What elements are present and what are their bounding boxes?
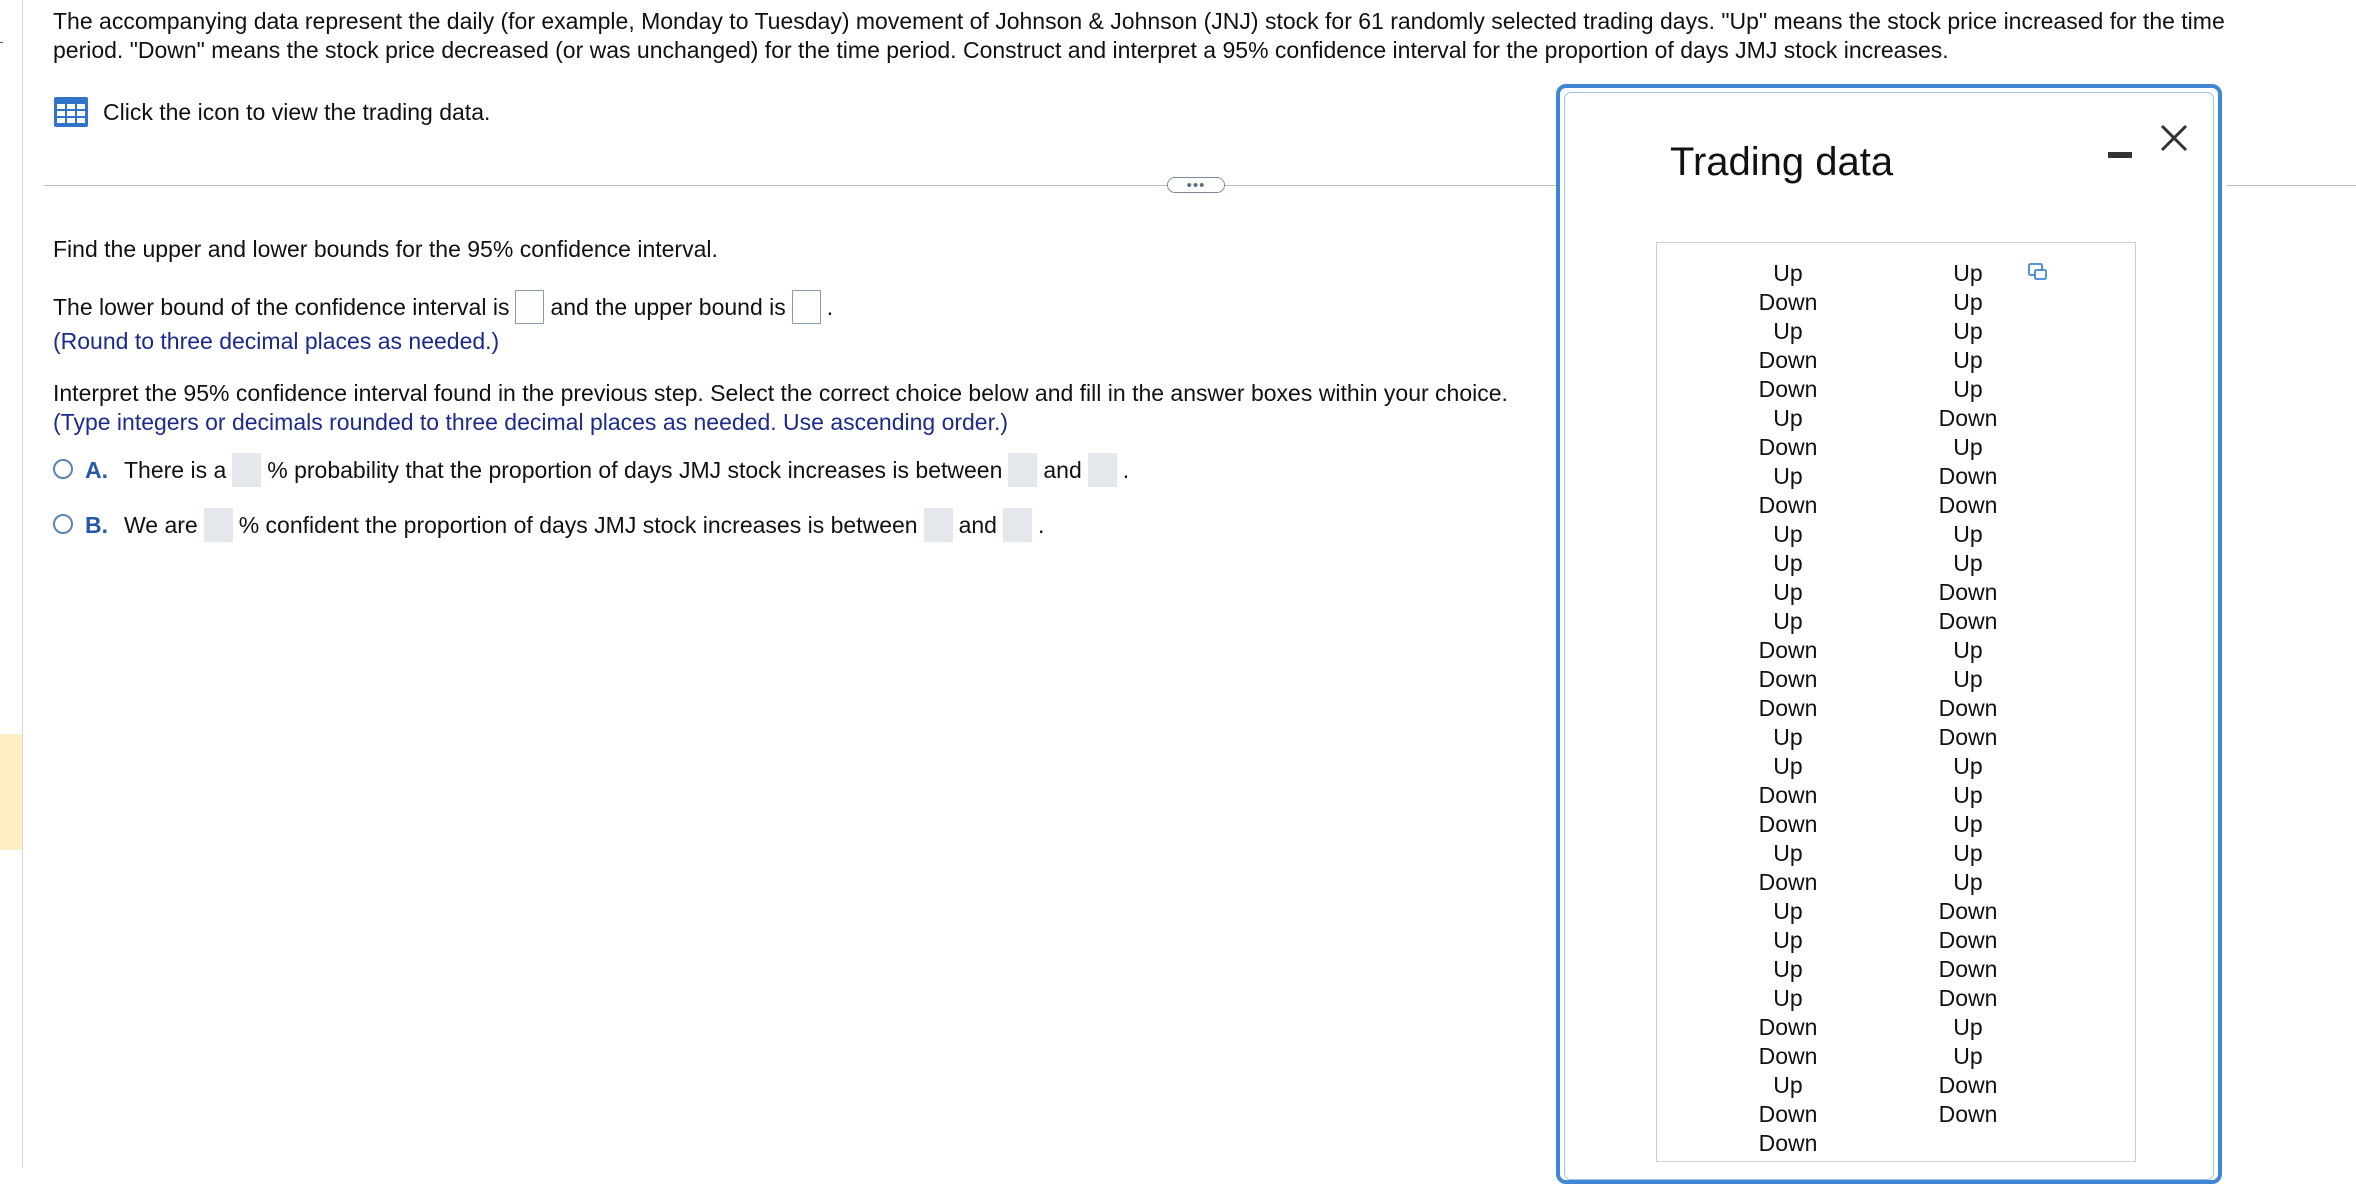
close-icon[interactable] (2156, 120, 2192, 156)
table-cell: Down (1758, 811, 1818, 837)
option-b-radio[interactable] (53, 514, 73, 534)
sentence-end: . (826, 294, 834, 321)
option-b-percent-input[interactable] (204, 508, 233, 542)
table-cell: Down (1938, 579, 1998, 605)
option-a-middle: % probability that the proportion of days JMJ stock increases is between (267, 457, 1003, 484)
trading-data-table (1656, 242, 2136, 1162)
bounds-line (53, 292, 833, 326)
data-column-1 (1718, 259, 1858, 1158)
option-b-lower-input[interactable] (924, 508, 953, 542)
table-cell: Down (1938, 956, 1998, 982)
copy-icon[interactable] (2027, 261, 2049, 283)
table-cell: Down (1938, 695, 1998, 721)
table-cell: Up (1953, 753, 1983, 779)
trading-data-dialog (1556, 84, 2222, 1184)
side-tab[interactable] (0, 734, 22, 850)
find-bounds-text: Find the upper and lower bounds for the 95% confidence interval. (53, 236, 718, 262)
table-cell: Up (1773, 927, 1803, 953)
table-cell: Down (1938, 927, 1998, 953)
option-a-letter: A. (85, 457, 108, 484)
lower-bound-prefix: The lower bound of the confidence interval is (53, 294, 510, 321)
table-cell: Down (1938, 463, 1998, 489)
table-cell: Down (1758, 347, 1818, 373)
interpret-note: (Type integers or decimals rounded to three decimal places as needed. Use ascending order.) (53, 409, 1009, 435)
view-data-label[interactable]: Click the icon to view the trading data. (103, 98, 491, 125)
minimize-icon (2108, 152, 2132, 158)
data-column-2 (1898, 259, 2038, 1129)
section-divider (44, 185, 1556, 186)
table-cell: Down (1758, 637, 1818, 663)
left-edge-line (22, 0, 23, 1168)
table-cell: Up (1953, 550, 1983, 576)
table-cell: Down (1758, 1043, 1818, 1069)
table-cell: Up (1773, 550, 1803, 576)
section-divider-right (2226, 185, 2356, 186)
option-b[interactable] (53, 510, 1044, 544)
option-b-prefix: We are (124, 512, 198, 539)
table-cell: Up (1773, 260, 1803, 286)
table-cell: Up (1773, 405, 1803, 431)
table-cell: Up (1773, 1072, 1803, 1098)
table-cell: Down (1758, 782, 1818, 808)
question-prompt: The accompanying data represent the daily (for example, Monday to Tuesday) movement of Johnson & Johnson (JNJ) stock for 61 randomly selected trading days. "Up" means the stock price increased for the time period. "Down" means the stock price decreased (or was unchanged) for the time period. Construct and interpret a 95% confidence interval for the proportion of days JMJ stock increases. (53, 8, 2225, 63)
table-cell: Up (1953, 811, 1983, 837)
table-cell: Up (1773, 753, 1803, 779)
option-a-lower-input[interactable] (1008, 453, 1037, 487)
option-b-middle: % confident the proportion of days JMJ stock increases is between (238, 512, 918, 539)
option-b-end: . (1037, 512, 1045, 539)
option-b-letter: B. (85, 512, 108, 539)
option-a-and: and (1043, 457, 1082, 484)
left-edge-mark (0, 42, 3, 43)
table-cell: Down (1938, 1101, 1998, 1127)
table-cell: Up (1773, 724, 1803, 750)
upper-bound-input[interactable] (792, 290, 821, 324)
table-cell: Up (1953, 1014, 1983, 1040)
table-cell: Up (1773, 579, 1803, 605)
table-cell: Down (1938, 724, 1998, 750)
table-cell: Down (1758, 1014, 1818, 1040)
table-cell: Up (1773, 898, 1803, 924)
table-cell: Up (1953, 1043, 1983, 1069)
upper-bound-prefix: and the upper bound is (550, 294, 786, 321)
table-cell: Down (1938, 608, 1998, 634)
table-cell: Up (1773, 463, 1803, 489)
table-cell: Down (1758, 1101, 1818, 1127)
table-cell: Down (1758, 1130, 1818, 1156)
option-b-upper-input[interactable] (1003, 508, 1032, 542)
option-a[interactable] (53, 455, 1129, 489)
table-cell: Down (1938, 985, 1998, 1011)
table-cell: Up (1953, 434, 1983, 460)
option-a-end: . (1122, 457, 1130, 484)
option-a-radio[interactable] (53, 459, 73, 479)
table-cell: Up (1773, 318, 1803, 344)
table-cell: Up (1773, 985, 1803, 1011)
view-data-link[interactable] (53, 96, 490, 128)
table-cell: Up (1953, 376, 1983, 402)
table-cell: Up (1953, 260, 1983, 286)
table-cell: Up (1953, 347, 1983, 373)
option-a-upper-input[interactable] (1088, 453, 1117, 487)
table-cell: Up (1773, 521, 1803, 547)
table-cell: Up (1953, 869, 1983, 895)
dialog-title: Trading data (1670, 140, 1894, 184)
option-a-percent-input[interactable] (232, 453, 261, 487)
minimize-button[interactable] (2106, 136, 2134, 170)
table-cell: Up (1953, 782, 1983, 808)
option-b-and: and (958, 512, 997, 539)
table-icon[interactable] (53, 96, 89, 128)
table-cell: Down (1758, 869, 1818, 895)
table-cell: Down (1758, 492, 1818, 518)
table-cell: Down (1938, 492, 1998, 518)
table-cell: Down (1758, 434, 1818, 460)
table-cell: Down (1938, 1072, 1998, 1098)
interpret-text: Interpret the 95% confidence interval found in the previous step. Select the correct choice below and fill in the answer boxes within your choice. (53, 380, 1508, 406)
table-cell: Up (1953, 840, 1983, 866)
round-note: (Round to three decimal places as needed.) (53, 328, 500, 354)
table-cell: Up (1773, 956, 1803, 982)
table-cell: Up (1773, 608, 1803, 634)
option-a-prefix: There is a (124, 457, 227, 484)
table-cell: Up (1773, 840, 1803, 866)
lower-bound-input[interactable] (515, 290, 544, 324)
table-cell: Down (1758, 376, 1818, 402)
table-cell: Down (1758, 666, 1818, 692)
table-cell: Up (1953, 521, 1983, 547)
table-cell: Up (1953, 637, 1983, 663)
table-cell: Up (1953, 666, 1983, 692)
expand-button[interactable]: ••• (1167, 177, 1225, 193)
table-cell: Down (1758, 695, 1818, 721)
table-cell: Up (1953, 289, 1983, 315)
table-cell: Up (1953, 318, 1983, 344)
table-cell: Down (1938, 898, 1998, 924)
table-cell: Down (1758, 289, 1818, 315)
table-cell: Down (1938, 405, 1998, 431)
